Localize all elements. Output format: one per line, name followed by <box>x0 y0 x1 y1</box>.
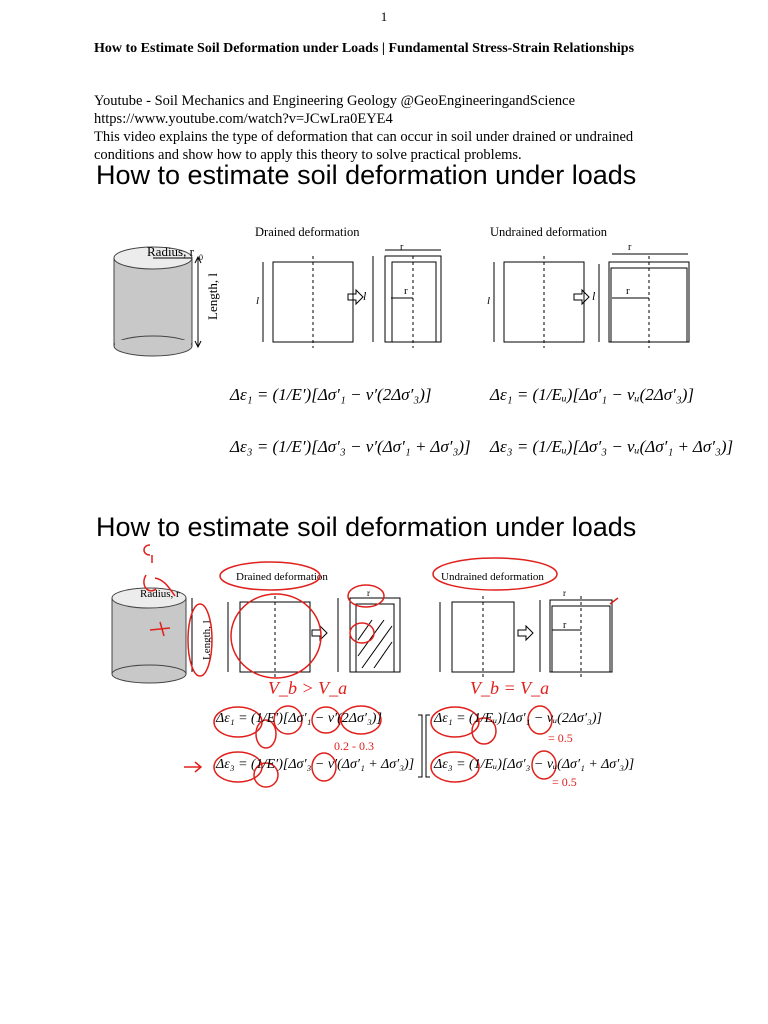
length-label-2: Length, l <box>201 620 213 660</box>
svg-text:r: r <box>367 588 370 598</box>
slide-1-heading: How to estimate soil deformation under loads <box>96 160 637 190</box>
hatching <box>358 620 392 668</box>
eq-drained-strain-3: Δε₃ = (1/E′)[Δσ′₃ − ν′(Δσ′₁ + Δσ′₃)] <box>230 437 471 456</box>
annotation-nu-half-2: = 0.5 <box>552 775 577 789</box>
eq-undrained-strain-3: Δε₃ = (1/Eᵤ)[Δσ′₃ − νᵤ(Δσ′₁ + Δσ′₃)] <box>490 437 734 456</box>
svg-text:r: r <box>400 242 404 253</box>
red-annotations <box>144 545 618 787</box>
annotation-vb-gt-va: V_b > V_a <box>268 678 348 698</box>
radius-label: Radius, r <box>147 244 194 259</box>
eq-drained-strain-1: Δε₁ = (1/E′)[Δσ′₁ − ν′(2Δσ′₃)] <box>230 385 432 404</box>
eq2-drained-strain-3: Δε₃ = (1/E′)[Δσ′₃ − ν′(Δσ′₁ + Δσ′₃)] <box>216 757 415 772</box>
svg-text:r: r <box>628 242 632 253</box>
svg-text:l: l <box>363 289 367 303</box>
document-title: How to Estimate Soil Deformation under Loads | Fundamental Stress-Strain Relationships <box>94 41 635 56</box>
undrained-label-2: Undrained deformation <box>441 571 544 583</box>
radius-subscript: 0 <box>199 253 203 262</box>
eq2-undrained-strain-1: Δε₁ = (1/Eᵤ)[Δσ′₁ − νᵤ(2Δσ′₃)] <box>434 711 602 726</box>
slide-2-heading: How to estimate soil deformation under loads <box>96 512 637 542</box>
undrained-label: Undrained deformation <box>490 225 607 239</box>
description-line-1: This video explains the type of deformation that can occur in soil under drained or undrained <box>94 129 634 145</box>
drained-diagram-2 <box>228 596 400 678</box>
undrained-diagram-2 <box>440 596 612 678</box>
eq-undrained-strain-1: Δε₁ = (1/Eᵤ)[Δσ′₁ − νᵤ(2Δσ′₃)] <box>490 385 694 404</box>
svg-text:r: r <box>404 285 408 297</box>
video-url[interactable]: https://www.youtube.com/watch?v=JCwLra0EYE4 <box>94 111 393 127</box>
soil-cylinder-annotated <box>112 588 192 683</box>
svg-text:r: r <box>563 588 566 598</box>
svg-text:r: r <box>563 620 567 631</box>
annotation-vb-eq-va: V_b = V_a <box>470 678 550 698</box>
page-number: 1 <box>380 9 388 24</box>
svg-text:l: l <box>256 295 260 307</box>
eq2-drained-strain-1: Δε₁ = (1/E′)[Δσ′₁ − ν′(2Δσ′₃)] <box>216 711 382 726</box>
svg-text:r: r <box>626 285 630 297</box>
eq2-undrained-strain-3: Δε₃ = (1/Eᵤ)[Δσ′₃ − νᵤ(Δσ′₁ + Δσ′₃)] <box>434 757 635 772</box>
svg-text:l: l <box>487 295 491 307</box>
annotation-range: 0.2 - 0.3 <box>334 739 374 753</box>
annotation-nu-half-1: = 0.5 <box>548 731 573 745</box>
length-label: Length, l <box>205 273 220 320</box>
svg-text:l: l <box>592 289 596 303</box>
source-line: Youtube - Soil Mechanics and Engineering Geology @GeoEngineeringandScience <box>94 93 575 109</box>
drained-label-2: Drained deformation <box>236 571 328 583</box>
drained-label: Drained deformation <box>255 225 360 239</box>
description-line-2: conditions and show how to apply this theory to solve practical problems. <box>94 147 522 163</box>
radius-label-2: Radius, r <box>140 588 180 600</box>
